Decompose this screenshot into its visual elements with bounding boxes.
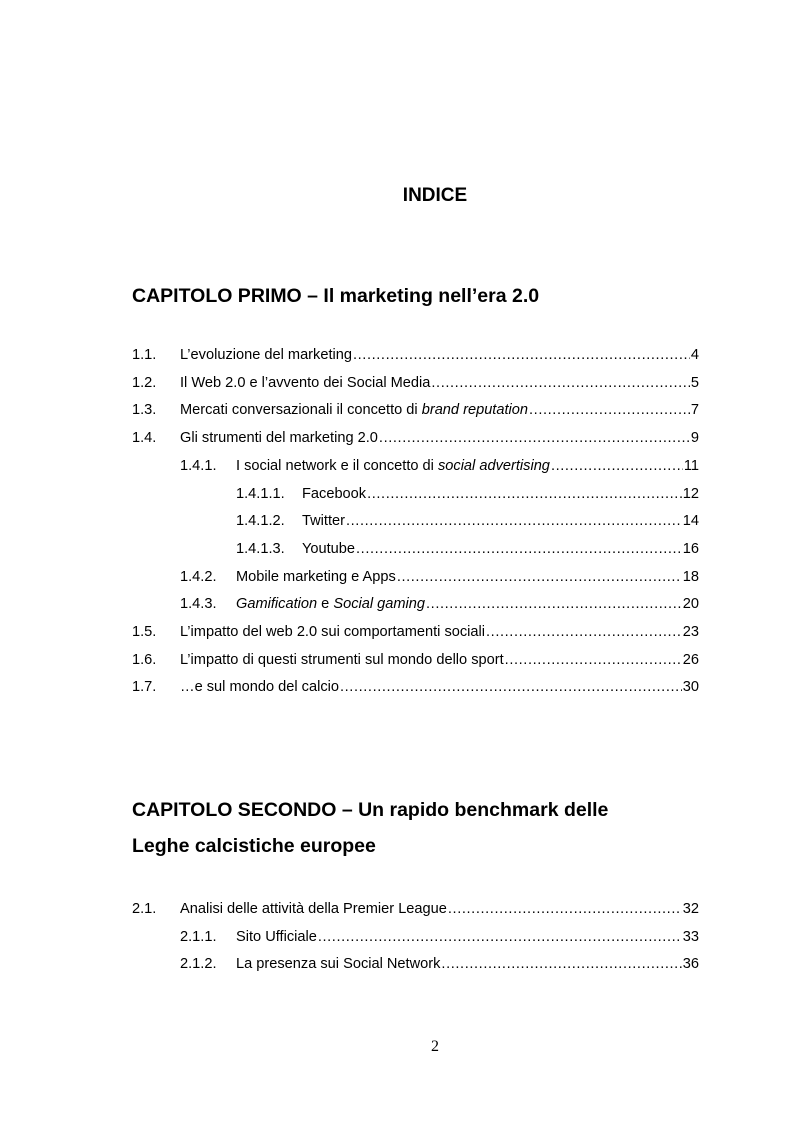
toc-number: 1.4.2. [180, 569, 217, 585]
toc-entry-1-5[interactable] [132, 620, 699, 644]
toc-page: 9 [690, 430, 699, 446]
chapter-2-heading-line-1: CAPITOLO SECONDO – Un rapido benchmark delle [132, 799, 609, 821]
toc-number: 1.6. [132, 652, 157, 668]
toc-entry-1-1[interactable] [132, 343, 699, 367]
toc-page: 7 [690, 402, 699, 418]
toc-text: L’impatto di questi strumenti sul mondo dello sport [180, 652, 504, 668]
toc-page: 20 [682, 596, 699, 612]
toc-entry-1-4-1-3[interactable] [236, 537, 699, 561]
toc-text: L’impatto del web 2.0 sui comportamenti sociali [180, 624, 486, 640]
toc-number: 1.5. [132, 624, 157, 640]
toc-leader [397, 565, 682, 589]
toc-text-part: I social network e il concetto di [236, 458, 438, 474]
chapter-1-heading: CAPITOLO PRIMO – Il marketing nell’era 2.0 [132, 285, 540, 307]
toc-text [236, 454, 550, 478]
toc-entry-1-4-1-2[interactable] [236, 509, 699, 533]
toc-leader [441, 952, 681, 976]
toc-page: 30 [682, 679, 699, 695]
toc-page: 12 [682, 486, 699, 502]
toc-number: 1.4. [132, 430, 157, 446]
toc-number: 1.3. [132, 402, 157, 418]
page-number: 2 [431, 1038, 439, 1055]
toc-text [180, 398, 528, 422]
toc-text: …e sul mondo del calcio [180, 679, 339, 695]
toc-text-part: e [317, 596, 334, 612]
toc-text: Facebook [302, 486, 367, 502]
toc-number: 1.4.1.1. [236, 486, 285, 502]
toc-page: 4 [690, 347, 699, 363]
toc-text: Sito Ufficiale [236, 929, 317, 945]
toc-text: Il Web 2.0 e l’avvento dei Social Media [180, 375, 431, 391]
toc-leader [426, 592, 682, 616]
toc-leader [431, 371, 689, 395]
toc-text: Twitter [302, 513, 345, 529]
toc-text-italic: social advertising [437, 458, 550, 474]
toc-text-part: Mercati conversazionali il concetto di [180, 402, 422, 418]
toc-number: 1.2. [132, 375, 157, 391]
toc-leader [551, 454, 683, 478]
chapter-2-heading-line-2: Leghe calcistiche europee [132, 835, 376, 857]
toc-text-italic: brand reputation [421, 402, 529, 418]
toc-text-italic: Social gaming [333, 596, 426, 612]
toc-number: 1.1. [132, 347, 157, 363]
toc-entry-1-4-2[interactable] [180, 565, 699, 589]
toc-entry-2-1-2[interactable] [180, 952, 699, 976]
page-title: INDICE [402, 185, 468, 206]
toc-page: 11 [683, 458, 699, 474]
toc-page: 16 [682, 541, 699, 557]
toc-leader [367, 482, 682, 506]
toc-text: L’evoluzione del marketing [180, 347, 352, 363]
toc-page: 5 [690, 375, 699, 391]
toc-page: 36 [682, 956, 699, 972]
toc-leader [505, 648, 682, 672]
toc-number: 1.4.1.3. [236, 541, 285, 557]
toc-number: 1.4.1.2. [236, 513, 285, 529]
toc-leader [356, 537, 682, 561]
toc-number: 1.7. [132, 679, 157, 695]
toc-entry-1-3[interactable] [132, 398, 699, 422]
toc-page: 32 [682, 901, 699, 917]
toc-leader [448, 897, 682, 921]
toc-number: 2.1. [132, 901, 157, 917]
toc-number: 2.1.2. [180, 956, 217, 972]
toc-leader [379, 426, 690, 450]
toc-entry-1-4[interactable] [132, 426, 699, 450]
toc-number: 2.1.1. [180, 929, 217, 945]
toc-entry-2-1[interactable] [132, 897, 699, 921]
toc-entry-1-6[interactable] [132, 648, 699, 672]
toc-entry-1-4-3[interactable] [180, 592, 699, 616]
toc-text: Analisi delle attività della Premier League [180, 901, 447, 917]
toc-text: Youtube [302, 541, 356, 557]
toc-text: Gli strumenti del marketing 2.0 [180, 430, 378, 446]
toc-text: Mobile marketing e Apps [236, 569, 396, 585]
toc-page: 23 [682, 624, 699, 640]
toc-page: 33 [682, 929, 699, 945]
toc-leader [486, 620, 682, 644]
toc-leader [529, 398, 690, 422]
toc-leader [346, 509, 682, 533]
toc-number: 1.4.1. [180, 458, 217, 474]
toc-entry-1-4-1[interactable] [180, 454, 699, 478]
toc-page: 18 [682, 569, 699, 585]
toc-text-italic: Gamification [236, 596, 318, 612]
toc-entry-1-4-1-1[interactable] [236, 482, 699, 506]
toc-number: 1.4.3. [180, 596, 217, 612]
toc-entry-1-7[interactable] [132, 675, 699, 699]
toc-text [236, 592, 425, 616]
toc-leader [340, 675, 682, 699]
toc-entry-1-2[interactable] [132, 371, 699, 395]
toc-page: 26 [682, 652, 699, 668]
toc-page: 14 [682, 513, 699, 529]
toc-entry-2-1-1[interactable] [180, 925, 699, 949]
toc-text: La presenza sui Social Network [236, 956, 441, 972]
toc-leader [318, 925, 682, 949]
toc-leader [353, 343, 690, 367]
